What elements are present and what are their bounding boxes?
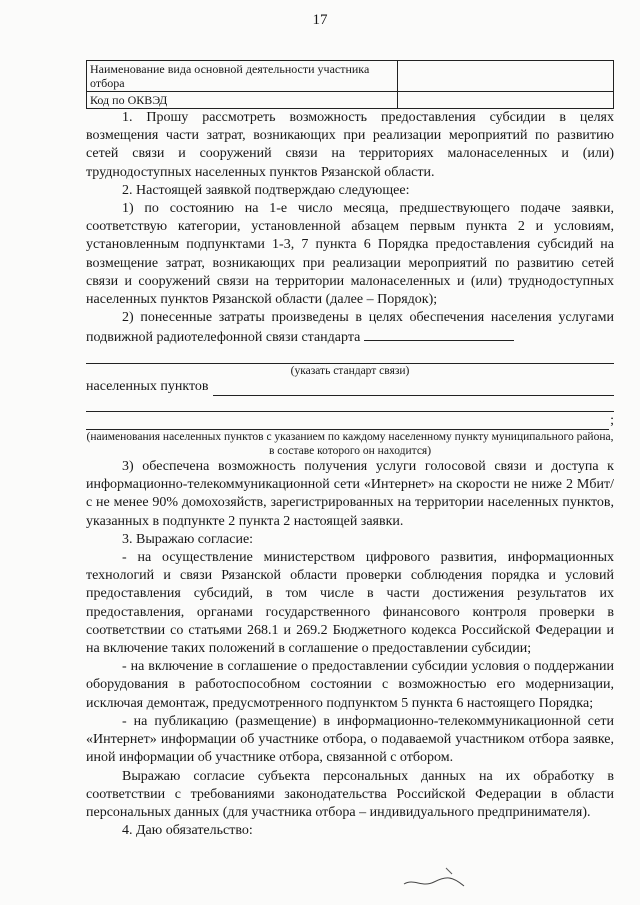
settlements-row-3 <box>86 412 614 430</box>
paragraph-obligation: 4. Даю обязательство: <box>122 823 253 839</box>
paragraph-internet: 3) обеспечена возможность получения услуги голосовой связи и доступа к информационно-телекоммуникационной сети «Интернет» на скорости не ниже 2 Мбит/с не менее 90% домохозяйств, зарегистрированных на территории населенных пунктов, указанных в подпункте 2 пункта 2 настоящей заявки. <box>86 459 614 529</box>
paragraph-consent-audit: - на осуществление министерством цифрового развития, информационных технологий и связи Рязанской области проверки соблюдения порядка и условий предоставления субсидий, в том числе в части достижения результатов их предоставления, органами государственного финансового контроля проверки в соответствии со статьями 268.1 и 269.2 Бюджетного кодекса Российской Федерации и на включение таких положений в соглашение о предоставлении субсидии; <box>86 550 614 657</box>
application-body <box>86 109 614 840</box>
table-cell-value <box>398 61 614 92</box>
table-row <box>87 61 614 92</box>
pen-mark-icon <box>400 862 470 892</box>
paragraph-consent-heading: 3. Выражаю согласие: <box>122 531 254 547</box>
paragraph-confirm-heading: 2. Настоящей заявкой подтверждаю следующее: <box>122 182 410 198</box>
table-row <box>87 92 614 109</box>
settlements-row <box>86 378 614 396</box>
settlements-fill-line-2 <box>86 396 614 412</box>
participant-info-table <box>86 60 614 109</box>
paragraph-request: 1. Прошу рассмотреть возможность предоставления субсидии в целях возмещения части затрат, возникающих при реализации мероприятий по развитию сетей связи и сооружений связи на территориях малонаселенных и (или) труднодоступных населенных пунктов Рязанской области. <box>86 110 614 180</box>
paragraph-personal-data: Выражаю согласие субъекта персональных данных на их обработку в соответствии с требованиями законодательства Российской Федерации в области персональных данных (для участника отбора – индивидуального предпринимателя). <box>86 768 614 820</box>
caption-settlements: (наименования населенных пунктов с указанием по каждому населенному пункту муниципального района, в составе которого он находится) <box>86 431 614 458</box>
settlements-fill-line-3 <box>86 416 609 430</box>
paragraph-consent-equipment: - на включение в соглашение о предоставлении субсидии условия о поддержании оборудования в работоспособном состоянии с возможностью его модернизации, исключая демонтаж, предусмотренного подпунктом 5 пункта 6 настоящего Порядка; <box>86 659 614 711</box>
paragraph-costs <box>86 309 614 347</box>
paragraph-category: 1) по состоянию на 1-е число месяца, предшествующего подаче заявки, соответствую категории, установленной абзацем первым пункта 2 и условиям, установленным подпунктами 1-3, 7 пункта 6 Порядка предоставления субсидий на возмещение затрат, возникающих при реализации мероприятий по развитию сетей связи и сооружений связи на территории малонаселенных и (или) труднодоступных населенных пунктов Рязанской области (далее – Порядок); <box>86 201 614 308</box>
table-cell-value <box>398 92 614 109</box>
standard-fill-line-2 <box>86 348 614 364</box>
table-cell-label: Код по ОКВЭД <box>87 92 398 109</box>
semicolon: ; <box>610 412 614 428</box>
caption-standard: (указать стандарт связи) <box>290 364 410 377</box>
standard-fill-line <box>364 327 514 341</box>
page-number: 17 <box>312 12 328 28</box>
settlements-label: населенных пунктов <box>86 378 209 394</box>
paragraph-consent-publication: - на публикацию (размещение) в информационно-телекоммуникационной сети «Интернет» информации об участнике отбора, о подаваемой участником отбора заявке, иной информации об участнике отбора, связанной с отбором. <box>86 713 614 766</box>
table-cell-label: Наименование вида основной деятельности участника отбора <box>87 61 398 92</box>
settlements-fill-line <box>213 382 614 396</box>
costs-text: 2) понесенные затраты произведены в целях обеспечения населения услугами подвижной радиотелефонной связи стандарта <box>86 310 614 346</box>
